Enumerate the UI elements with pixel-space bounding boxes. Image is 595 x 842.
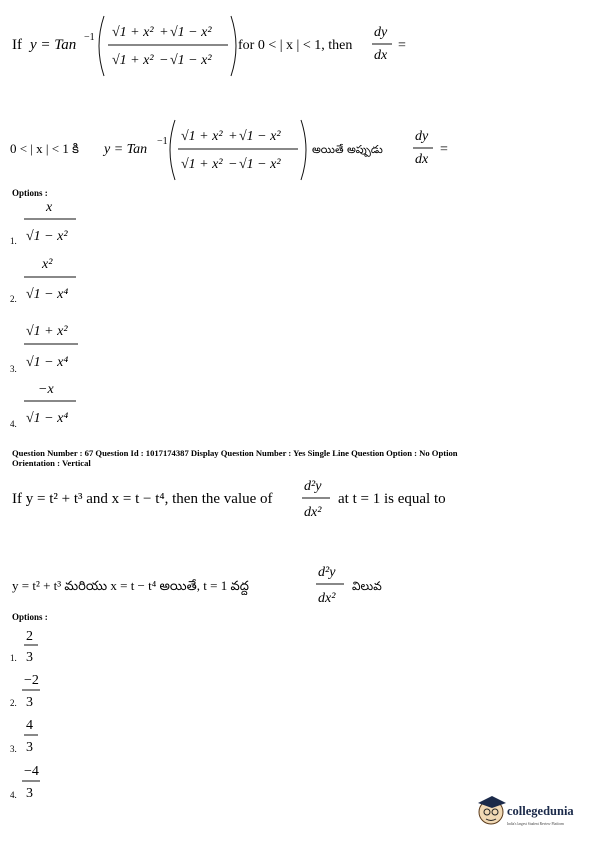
- option-numerator: x: [46, 200, 53, 215]
- option-numerator: −2: [24, 673, 39, 688]
- q67-te-d2-num: d²y: [318, 565, 336, 580]
- option-denominator: 3: [26, 695, 33, 710]
- q67-d2-den: dx²: [304, 505, 322, 520]
- q67-te-text-a: y = t² + t³ మరియు x = t − t⁴ అయితే, t = 1 వద్ద: [12, 578, 249, 593]
- option-number: 4.: [10, 790, 17, 800]
- option-numerator: √1 + x²: [26, 324, 68, 339]
- q67-en-text-b: at t = 1 is equal to: [338, 491, 446, 507]
- q66-te-inv: −1: [157, 136, 168, 147]
- q66-den-b: √1 − x²: [170, 53, 212, 68]
- q67-option-2[interactable]: [10, 673, 40, 710]
- mascot-icon: [478, 796, 506, 824]
- q66-te-num-b: √1 − x²: [239, 129, 281, 144]
- q67-option-1[interactable]: [10, 629, 38, 665]
- te-left-paren: [170, 120, 175, 180]
- te-right-paren: [301, 120, 306, 180]
- logo-name: collegedunia: [507, 804, 574, 818]
- q67-option-3[interactable]: [10, 718, 38, 755]
- option-numerator: x²: [42, 257, 53, 272]
- option-number: 4.: [10, 419, 17, 429]
- q66-te-equals: =: [440, 142, 448, 157]
- logo-tagline: India's largest Student Review Platform: [507, 822, 565, 826]
- option-number: 1.: [10, 236, 17, 246]
- option-number: 3.: [10, 364, 17, 374]
- q66-te-num-a: √1 + x²: [181, 129, 223, 144]
- q66-en-condition: for 0 < | x | < 1, then: [238, 38, 353, 53]
- q67-meta-line2: Orientation : Vertical: [12, 458, 91, 468]
- q66-telugu-question: [10, 120, 448, 180]
- q67-te-text-b: విలువ: [352, 579, 382, 593]
- q66-option-1[interactable]: [10, 200, 76, 246]
- q66-equals: =: [398, 38, 406, 53]
- option-denominator: √1 − x²: [26, 229, 68, 244]
- q66-en-prefix: If: [12, 37, 22, 53]
- option-denominator: 3: [26, 650, 33, 665]
- q66-option-3[interactable]: [10, 324, 78, 374]
- q67-meta-line1: Question Number : 67 Question Id : 1017174387 Display Question Number : Yes Single Line Question Option : No Option: [12, 448, 458, 458]
- q67-options-label: Options :: [12, 612, 48, 622]
- q66-func: y = Tan: [30, 37, 77, 53]
- q66-te-den-b: √1 − x²: [239, 157, 281, 172]
- option-denominator: √1 − x⁴: [26, 411, 69, 426]
- q66-option-2[interactable]: [10, 257, 76, 304]
- q67-te-d2-den: dx²: [318, 591, 336, 606]
- option-number: 2.: [10, 698, 17, 708]
- option-number: 2.: [10, 294, 17, 304]
- q66-te-func: y = Tan: [104, 142, 148, 157]
- q66-inv: −1: [84, 32, 95, 43]
- q66-deriv-num: dy: [374, 25, 388, 40]
- left-paren: [99, 16, 104, 76]
- option-number: 1.: [10, 653, 17, 663]
- q66-te-deriv-num: dy: [415, 129, 429, 144]
- q66-deriv-den: dx: [374, 48, 388, 63]
- q66-num-a: √1 + x²: [112, 25, 154, 40]
- option-numerator: −4: [24, 764, 39, 779]
- option-numerator: 2: [26, 629, 33, 644]
- q66-den-a: √1 + x²: [112, 53, 154, 68]
- right-paren: [231, 16, 236, 76]
- q66-options-label: Options :: [12, 188, 48, 198]
- q66-te-den-a: √1 + x²: [181, 157, 223, 172]
- q66-te-text: అయితే అప్పుడు: [312, 143, 383, 156]
- option-denominator: √1 − x⁴: [26, 355, 69, 370]
- q66-english-question: [12, 16, 406, 76]
- q67-english-question: [12, 479, 446, 520]
- q66-num-plus: +: [160, 25, 168, 40]
- q66-te-deriv-den: dx: [415, 152, 429, 167]
- q66-option-4[interactable]: [10, 382, 76, 429]
- q67-telugu-question: [12, 565, 382, 606]
- q66-te-num-plus: +: [229, 129, 237, 144]
- option-denominator: √1 − x⁴: [26, 287, 69, 302]
- option-denominator: 3: [26, 786, 33, 801]
- option-numerator: −x: [38, 382, 54, 397]
- q66-te-den-minus: −: [229, 157, 237, 172]
- q67-d2-num: d²y: [304, 479, 322, 494]
- q66-den-minus: −: [160, 53, 168, 68]
- option-denominator: 3: [26, 740, 33, 755]
- q66-num-b: √1 − x²: [170, 25, 212, 40]
- collegedunia-logo: [478, 796, 574, 826]
- q67-en-text-a: If y = t² + t³ and x = t − t⁴, then the value of: [12, 491, 273, 507]
- q66-te-condition: 0 < | x | < 1 కి: [10, 141, 79, 156]
- q67-option-4[interactable]: [10, 764, 40, 801]
- option-numerator: 4: [26, 718, 33, 733]
- option-number: 3.: [10, 744, 17, 754]
